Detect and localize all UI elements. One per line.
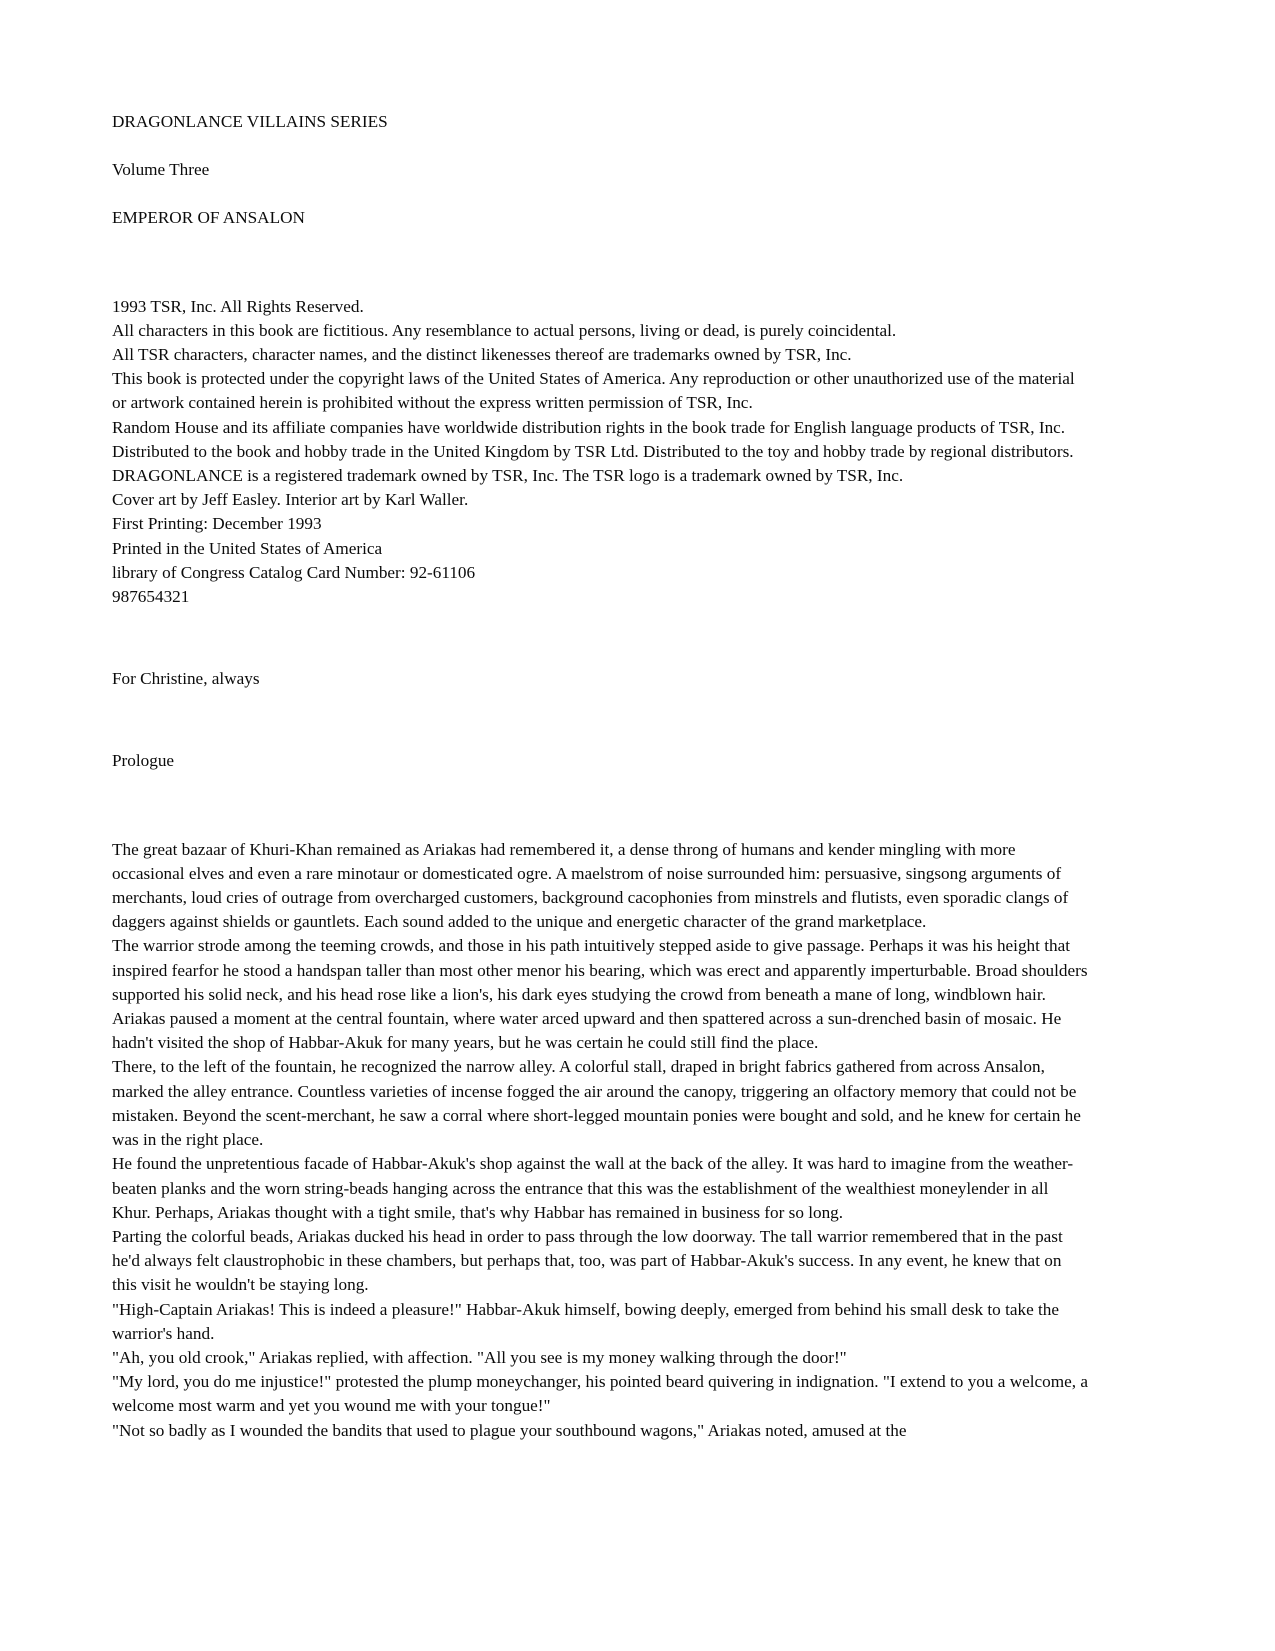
- copyright-line: Random House and its affiliate companies have worldwide distribution rights in the book trade for English language products of TSR, Inc.: [112, 417, 1066, 437]
- copyright-line: Printed in the United States of America: [112, 538, 383, 558]
- body-paragraph: "High-Captain Ariakas! This is indeed a pleasure!" Habbar-Akuk himself, bowing deeply, emerged from behind his small desk to take the warrior's hand.: [112, 1299, 1059, 1343]
- spacer: [112, 691, 1090, 749]
- volume-label: Volume Three: [112, 160, 210, 180]
- copyright-line: DRAGONLANCE is a registered trademark owned by TSR, Inc. The TSR logo is a trademark owned by TSR, Inc.: [112, 466, 904, 486]
- series-title: DRAGONLANCE VILLAINS SERIES: [112, 112, 388, 131]
- book-title: EMPEROR OF ANSALON: [112, 208, 305, 228]
- copyright-line: All TSR characters, character names, and the distinct likenesses thereof are trademarks owned by TSR, Inc.: [112, 345, 852, 365]
- body-paragraph: "Ah, you old crook," Ariakas replied, with affection. "All you see is my money walking through the door!": [112, 1347, 847, 1367]
- spacer: [112, 134, 1090, 158]
- copyright-line: Distributed to the book and hobby trade in the United Kingdom by TSR Ltd. Distributed to the toy and hobby trade by regional distributors.: [112, 441, 1074, 461]
- copyright-block: [112, 295, 1090, 610]
- body-paragraph: The warrior strode among the teeming crowds, and those in his path intuitively stepped aside to give passage. Perhaps it was his height that inspired fearfor he stood a handspan taller than most other menor his bearing, which was erect and apparently imperturbable. Broad shoulders supported his solid neck, and his head rose like a lion's, his dark eyes studying the crowd from beneath a mane of long, windblown hair.: [112, 936, 1088, 1004]
- copyright-line: First Printing: December 1993: [112, 514, 322, 534]
- spacer: [112, 609, 1090, 667]
- body-paragraph: The great bazaar of Khuri-Khan remained as Ariakas had remembered it, a dense throng of humans and kender mingling with more occasional elves and even a rare minotaur or domesticated ogre. A maelstrom of noise surrounded him: persuasive, singsong arguments of merchants, loud cries of outrage from overcharged customers, background cacophonies from minstrels and flutists, even sporadic clangs of daggers against shields or gauntlets. Each sound added to the unique and energetic character of the grand marketplace.: [112, 839, 1069, 932]
- body-paragraph: "Not so badly as I wounded the bandits that used to plague your southbound wagons," Ariakas noted, amused at the: [112, 1420, 907, 1440]
- body-paragraph: He found the unpretentious facade of Habbar-Akuk's shop against the wall at the back of the alley. It was hard to imagine from the weather-beaten planks and the worn string-beads hanging across the entrance that this was the establishment of the wealthiest moneylender in all Khur. Perhaps, Ariakas thought with a tight smile, that's why Habbar has remained in business for so long.: [112, 1154, 1074, 1222]
- body-paragraph: Ariakas paused a moment at the central fountain, where water arced upward and then spattered across a sun-drenched basin of mosaic. He hadn't visited the shop of Habbar-Akuk for many years, but he was certain he could still find the place.: [112, 1009, 1062, 1053]
- body-paragraph: "My lord, you do me injustice!" protested the plump moneychanger, his pointed beard quivering in indignation. "I extend to you a welcome, a welcome most warm and yet you wound me with your tongue!": [112, 1372, 1088, 1416]
- copyright-line: This book is protected under the copyright laws of the United States of America. Any reproduction or other unauthorized use of the material or artwork contained herein is prohibited without the express written permission of TSR, Inc.: [112, 369, 1075, 413]
- page-content: [112, 110, 1090, 1443]
- spacer: [112, 182, 1090, 206]
- copyright-line: 987654321: [112, 587, 190, 607]
- copyright-line: 1993 TSR, Inc. All Rights Reserved.: [112, 296, 364, 316]
- section-heading-prologue: Prologue: [112, 751, 175, 771]
- spacer: [112, 774, 1090, 838]
- body-paragraph: Parting the colorful beads, Ariakas ducked his head in order to pass through the low doorway. The tall warrior remembered that in the past he'd always felt claustrophobic in these chambers, but perhaps that, too, was part of Habbar-Akuk's success. In any event, he knew that on this visit he wouldn't be staying long.: [112, 1226, 1063, 1295]
- body-paragraph: There, to the left of the fountain, he recognized the narrow alley. A colorful stall, draped in bright fabrics gathered from across Ansalon, marked the alley entrance. Countless varieties of incense fogged the air around the canopy, triggering an olfactory memory that could not be mistaken. Beyond the scent-merchant, he saw a corral where short-legged mountain ponies were bought and sold, and he knew for certain he was in the right place.: [112, 1057, 1081, 1150]
- dedication: For Christine, always: [112, 669, 260, 689]
- copyright-line: Cover art by Jeff Easley. Interior art by Karl Waller.: [112, 490, 469, 510]
- spacer: [112, 231, 1090, 295]
- copyright-line: All characters in this book are fictitious. Any resemblance to actual persons, living or dead, is purely coincidental.: [112, 320, 897, 340]
- copyright-line: library of Congress Catalog Card Number: 92-61106: [112, 562, 476, 582]
- prologue-body: [112, 838, 1090, 1443]
